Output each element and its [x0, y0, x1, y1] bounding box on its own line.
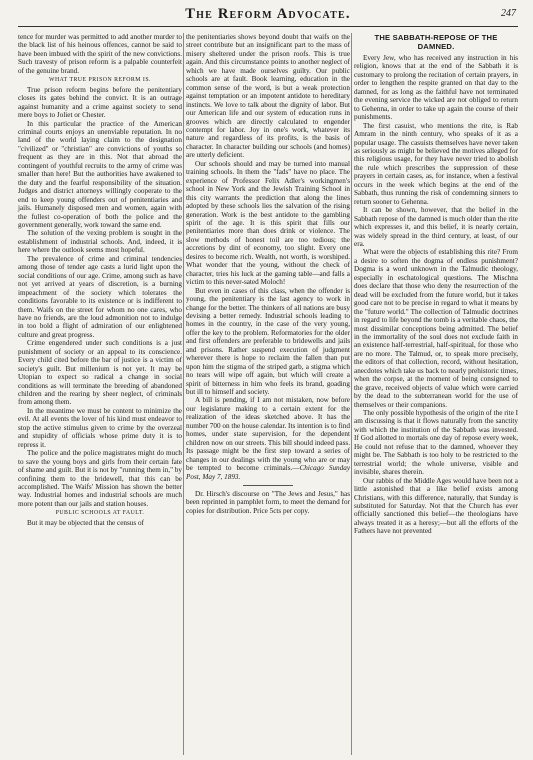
paragraph: What were the objects of establishing this rite? From a desire to soften the dogma of endless punishment? Dogma is a word unknown in the Talmudic theology, especially in eschatological questions. The Mischna does declare that those who deny the resurrection of the dead will be excluded from the future world, but it takes good care not to be precise in regard to what it means by the "future world." The collection of Talmudic doctrines in regard to life beyond the tomb is a veritable chaos, the most dissimilar conceptions being admitted. The belief in the immortality of the soul does not exclude faith in an existence half-terrestrial, half-spiritual, for those who are no more. The Talmud, or, to speak more precisely, the editors of that collection, record, without hesitation, anecdotes which take us back to nearly prehistoric times, when the corpse, at the moment of being consigned to the grave, received objects of value which were carried by the dead to the subterranean world for the use of themselves or their companions.: [354, 248, 518, 409]
paragraph: The police and the police magistrates might do much to save the young boys and girls from their certain fate of shame and guilt. But it is not by "running them in," by confining them to the bridewell, that this can be accomplished. The Waifs' Mission has shown the better way. Industrial homes and industrial schools are much more potent than our jails and station houses.: [18, 449, 182, 508]
header-rule: [18, 26, 518, 27]
separator-rule: [243, 485, 293, 486]
paragraph: In this particular the practice of the American criminal courts enjoys an unenviable reputation. In no land of the world laying claim to the designation "civilized" or "christian" are convictions of youths so frequent as they are in this. Not that abroad the contingent of youthful recruits to the army of crime was smaller than here! But the authorities have awakened to the duty and the fearful responsibility of the situation. Judges and district attorneys willingly cooperate to the end to keep young offenders out of penitentiaries and jails. Humanely disposed men and women, again with the fullest co-operation of both the police and the government generally, work toward the same end.: [18, 119, 182, 229]
paragraph: The first casuist, who mentions the rite, is Rab Amram in the ninth century, who speaks of it as a popular usage. The casuists themselves have never taken as seriously as might be believed the motives alleged for this religious usage, for they have never tried to abolish the rule which prescribes the suppression of these prayers in certain cases, as, for instance, when a festival occurs in the week which begins at the end of the Sabbath, thus running the risk of condemning sinners to return sooner to Gehenna.: [354, 121, 518, 206]
article-title: [354, 33, 518, 51]
column-divider-1: [183, 33, 184, 755]
page-header: [18, 6, 518, 24]
journal-title: The Reform Advocate.: [185, 6, 351, 22]
paragraph: Our schools should and may be turned into manual training schools. In them the "fads" have no place. The experience of Professor Felix Adler's workingmen's school in New York and the Jewish Training School in this city warrants the prediction that along the lines adopted by these schools lies the salvation of the rising generation. Work is the best antidote to the gambling spirit of the age. It is this spirit that fills our penitentiaries more than does drink or violence. The slow methods of honest toil are too tedious; the accretions by dint of economy, too slight. Every one desires to become rich. Wealth, not worth, is worshiped. What wonder that the young, without the check of character, tries his luck at the gaming table—and falls a victim to this never-sated Moloch!: [186, 159, 350, 287]
paragraph: the penitentiaries shows beyond doubt that waifs on the street contribute but an insignificant part to the mass of misery sheltered under the prison roofs. This is true again. And this circumstance points to another neglect of which we have made ourselves guilty. Our public schools are at fault. Book learning, education in the common sense of the word, is but a weak protection against temptation or an impotent antidote to hereditary instincts. We love to talk about the dignity of labor. But our American life and our system of education runs in grooves which are directly calculated to engender contempt for labor. Joy in one's work, whatever its nature and regardless of its profits, is the basis of character. In character building our schools (and homes) are utterly deficient.: [186, 33, 350, 160]
section-subhead: WHAT TRUE PRISON REFORM IS.: [48, 77, 152, 84]
paragraph: True prison reform begins before the penitentiary closes its gates behind the convict. It is an outrage against humanity and a crime against society to send mere boys to Joliet or Chester.: [18, 85, 182, 120]
paragraph: The only possible hypothesis of the origin of the rite I am discussing is that it flows naturally from the sanctity with which the institution of the Sabbath was invested. If God allotted to mortals one day of repose every week, He could not refuse that to the damned, whoever they might be. The Sabbath is too holy to be restricted to the terrestrial world; the whole universe, visible and invisible, shares therein.: [354, 409, 518, 477]
paragraph: tence for murder was permitted to add another murder to the black list of his heinous offences, cannot be said to have been imbued with the spirit of the new convictions. Such travesty of prison reform is a palpable counterfeit of the genuine brand.: [18, 33, 182, 75]
paragraph: But even in cases of this class, when the offender is young, the penitentiary is the last agency to work in change for the better. The thinkers of all nations are busy devising a better remedy. Industrial schools leading to homes in the country, in the case of the very young, offer the key to the problem. Reformatories for the older and first offenders are preferable to bridewells and jails and prisons. Rather suspend execution of judgment wherever there is hope to reclaim the fallen than put upon him the stigma of the striped garb, a stigma which no tears will wipe off again, but which will create a spirit of bitterness in him who feels its brand, goading but ill to himself and society.: [186, 286, 350, 397]
notice-paragraph: Dr. Hirsch's discourse on "The Jews and Jesus," has been reprinted in pamphlet form, to meet the demand for copies for distribution. Price 5cts per copy.: [186, 490, 350, 515]
paragraph: Our rabbis of the Middle Ages would have been not a little astonished that a like belief exists among Christians, with this difference, naturally, that Sunday is substituted for Saturday. Not that the Church has ever officially sanctioned this belief—the theologians have always treated it as a heresy;—but all the efforts of the Fathers have not prevented: [354, 476, 518, 536]
paragraph-text: A bill is pending, if I am not mistaken, now before our legislature making to a certain extent for the realization of the ideas sketched above. It has the number 700 on the house calendar. Its intention is to find homes, under state supervision, for the dependent children now on our streets. This bill should indeed pass. Its passage might be the first step toward a series of changes in our dealings with the young who are or may be tempted to become criminals.: [186, 396, 350, 473]
column-1: [18, 33, 182, 527]
page-number: 247: [501, 8, 516, 19]
source-citation: Chicago Sunday Post, May 7, 1893.: [186, 464, 351, 481]
paragraph: Every Jew, who has received any instruction in his religion, knows that at the end of the Sabbath it is customary to prolong the recitation of certain prayers, in order to lengthen the respite granted on that day to the damned, for as long as the faithful have not terminated the evening service the wicked are not obliged to return to Gehenna, in order to take up again the course of their punishments.: [354, 54, 518, 122]
paragraph: A bill is pending, if I am not mistaken, now before our legislature making to a certain extent for the realization of the ideas sketched above. It has the number 700 on the house calendar. Its intention is to find homes, under state supervision, for the dependent children now on our streets. This bill should indeed pass. Its passage might be the first step toward a series of changes in our dealings with the young who are or may be tempted to become criminals.—Chicago Sunday Post, May 7, 1893.: [186, 396, 351, 481]
column-3: [354, 33, 518, 536]
column-2: [186, 33, 350, 515]
article-title-line-2: DAMNED.: [417, 42, 455, 51]
column-divider-2: [351, 33, 352, 755]
article-title-line-1: THE SABBATH-REPOSE OF THE: [374, 33, 498, 42]
paragraph: Crime engendered under such conditions is a just punishment of society or an appeal to its conscience. Every child cited before the bar of justice is a victim of society's guilt. But millenium is not yet. It may be Utopian to expect so radical a change in social conditions as will terminate the breeding of abandoned children and the rearing by sheer neglect, of criminals from among them.: [18, 339, 182, 407]
section-subhead: PUBLIC SCHOOLS AT FAULT.: [55, 510, 145, 517]
paragraph: The prevalence of crime and criminal tendencies among those of tender age casts a lurid light upon the social conditions of our age. Crime, among such as have not yet arrived at years of discretion, is a burning impeachment of the society which tolerates the conditions favorable to its existence or is indifferent to them. Waifs on the street for whom no one cares, who have no friends, are the loud admonition not to indulge in too bold a flight of admiration of our enlightened culture and great progress.: [18, 254, 182, 339]
paragraph: The solution of the vexing problem is sought in the establishment of industrial schools. And, indeed, it is here where the outlook seems most hopeful.: [18, 229, 182, 255]
paragraph: It can be shown, however, that the belief in the Sabbath repose of the damned is much older than the rite which expresses it, and this belief, it is nearly certain, was widely spread in the third century, at least, of our era.: [354, 206, 518, 248]
paragraph: But it may be objected that the census of: [27, 518, 144, 527]
paragraph: In the meantime we must be content to minimize the evil. At all events the lover of his kind must endeavor to stop the active stimulus given to crime by the overzeal and stupidity of officials whose prime duty it is to repress it.: [18, 406, 182, 449]
